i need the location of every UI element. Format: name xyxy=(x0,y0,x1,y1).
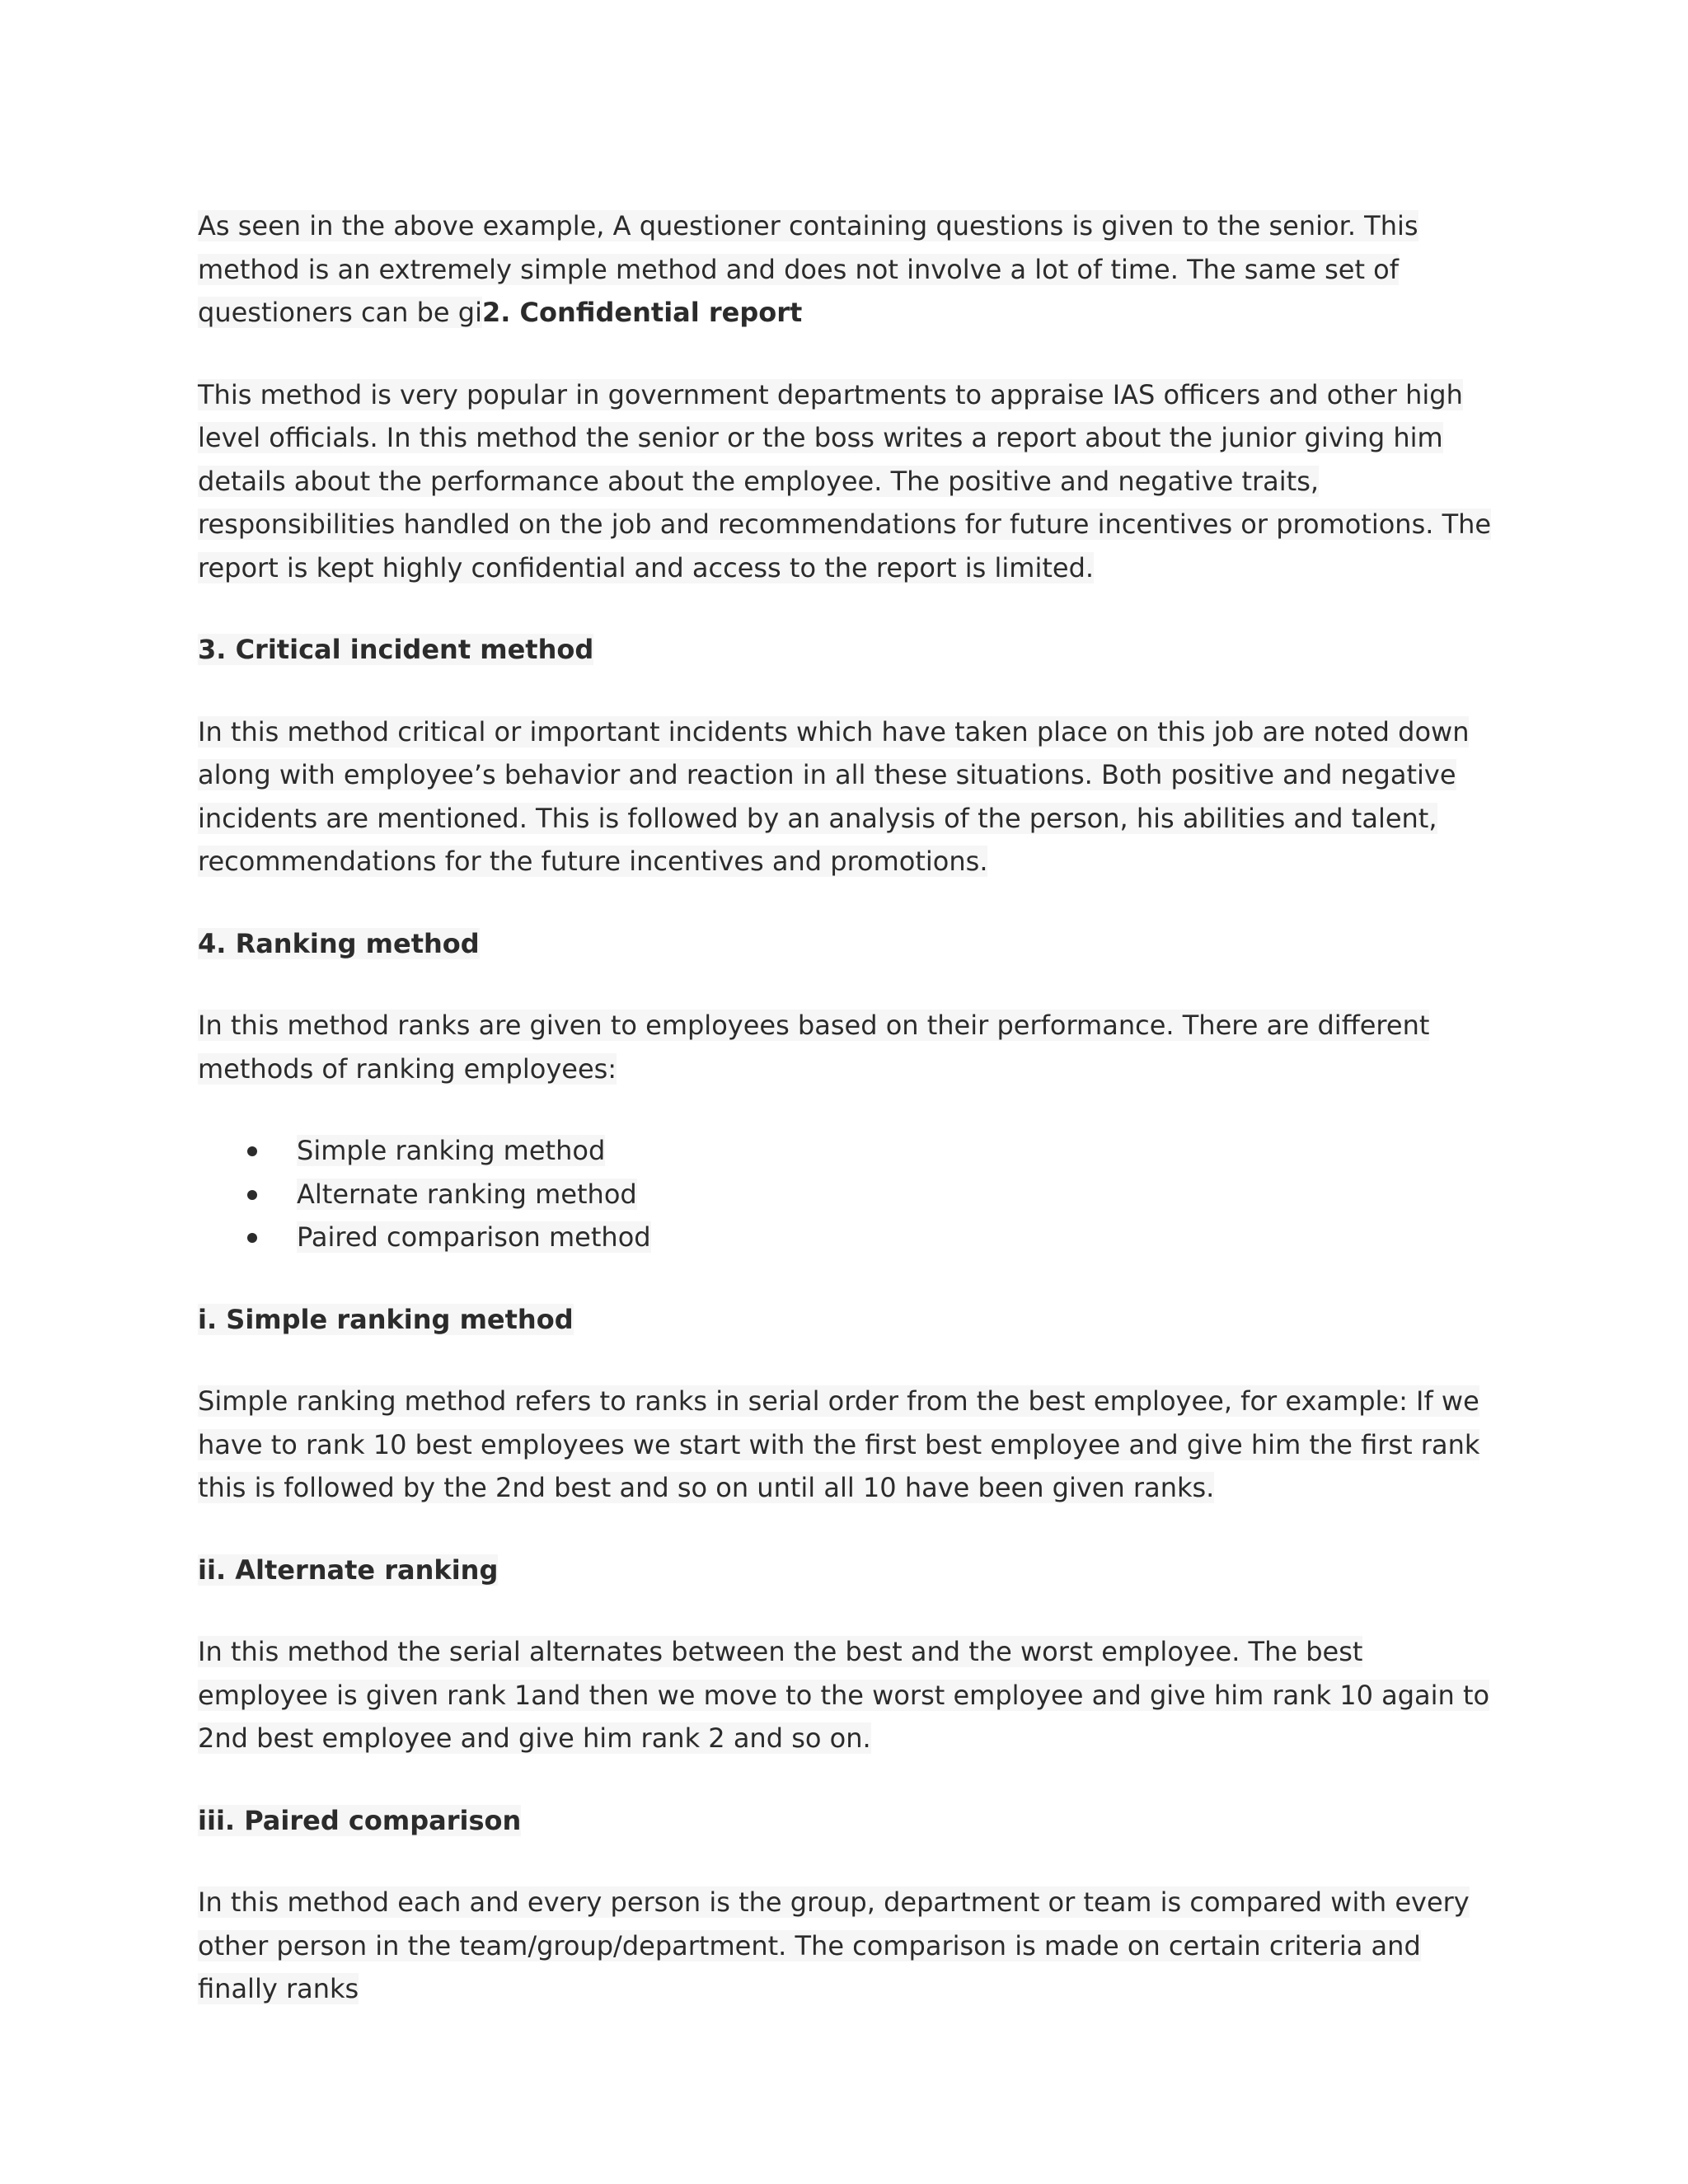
bullet-icon xyxy=(247,1190,257,1200)
confidential-report-heading: 2. Confidential report xyxy=(481,297,803,328)
simple-ranking-paragraph: Simple ranking method refers to ranks in serial order from the best employee, for example: If we have to rank 10 best employees we start with the first best employee and give him the first rank this is followed by the 2nd best and so on until all 10 have been given ranks. xyxy=(198,1385,1480,1503)
ranking-method-heading: 4. Ranking method xyxy=(198,927,480,959)
list-item: Simple ranking method xyxy=(198,1129,1500,1173)
intro-paragraph xyxy=(198,204,1500,335)
intro-text: As seen in the above example, A questioner containing questions is given to the senior. This method is an extremely simple method and does not involve a lot of time. The same set of questioners can be gi xyxy=(198,210,1418,328)
ranking-method-paragraph: In this method ranks are given to employees based on their performance. There are different methods of ranking employees: xyxy=(198,1010,1430,1085)
alternate-ranking-heading: ii. Alternate ranking xyxy=(198,1554,499,1586)
alternate-ranking-paragraph: In this method the serial alternates between the best and the worst employee. The best employee is given rank 1and then we move to the worst employee and give him rank 10 again to 2nd best employee and give him rank 2 and so on. xyxy=(198,1636,1490,1754)
paired-comparison-heading: iii. Paired comparison xyxy=(198,1804,522,1836)
list-item: Alternate ranking method xyxy=(198,1173,1500,1216)
bullet-icon xyxy=(247,1146,257,1156)
document-page xyxy=(198,204,1500,2050)
simple-ranking-heading: i. Simple ranking method xyxy=(198,1303,574,1335)
bullet-icon xyxy=(247,1233,257,1243)
list-item: Paired comparison method xyxy=(198,1216,1500,1259)
ranking-methods-list xyxy=(198,1129,1500,1259)
paired-comparison-paragraph: In this method each and every person is the group, department or team is compared with every other person in the team/group/department. The comparison is made on certain criteria and finally ranks xyxy=(198,1886,1470,2004)
confidential-report-paragraph: This method is very popular in government departments to appraise IAS officers and other high level officials. In this method the senior or the boss writes a report about the junior giving him details about the performance about the employee. The positive and negative traits, responsibilities handled on the job and recommendations for future incentives or promotions. The report is kept highly confidential and access to the report is limited. xyxy=(198,378,1492,583)
critical-incident-heading: 3. Critical incident method xyxy=(198,634,594,665)
critical-incident-paragraph: In this method critical or important incidents which have taken place on this job are noted down along with employee’s behavior and reaction in all these situations. Both positive and negative incidents are mentioned. This is followed by an analysis of the person, his abilities and talent, recommendations for the future incentives and promotions. xyxy=(198,715,1470,877)
